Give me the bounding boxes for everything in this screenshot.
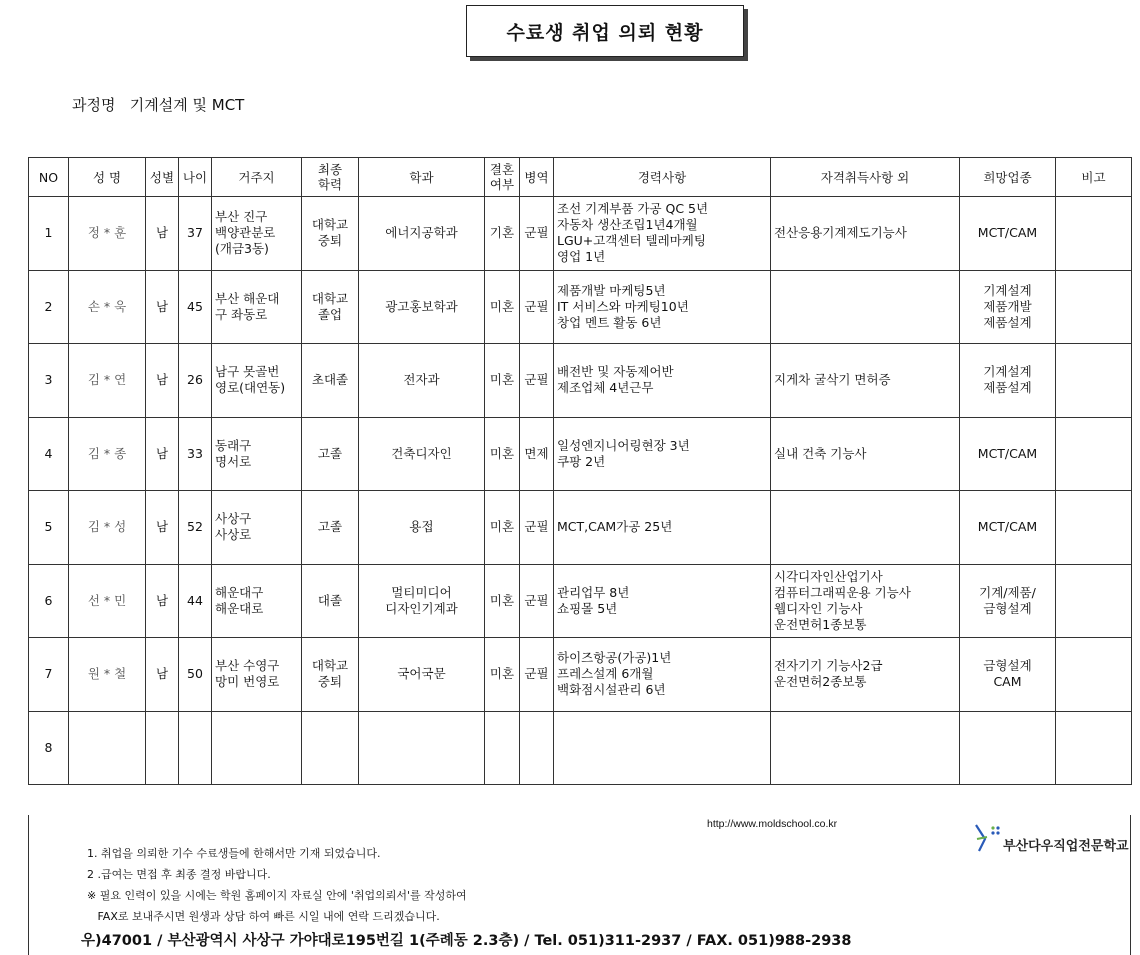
cell-desired: MCT/CAM: [960, 197, 1056, 271]
cell-major: 광고홍보학과: [359, 270, 485, 344]
header-education: 최종 학력: [302, 158, 359, 197]
header-major: 학과: [359, 158, 485, 197]
cell-career: 제품개발 마케팅5년 IT 서비스와 마케팅10년 창업 멘트 활동 6년: [554, 270, 771, 344]
table-row: [29, 491, 1132, 565]
website-url[interactable]: http://www.moldschool.co.kr: [707, 818, 838, 830]
cell-major: [359, 711, 485, 785]
cell-military: 군필: [520, 638, 554, 712]
cell-no: 3: [29, 344, 69, 418]
cell-gender: 남: [146, 491, 179, 565]
cell-name: 김 * 연: [69, 344, 146, 418]
cell-no: 1: [29, 197, 69, 271]
cell-no: 2: [29, 270, 69, 344]
cell-career: [554, 711, 771, 785]
cell-major: 건축디자인: [359, 417, 485, 491]
notes-list: [87, 843, 467, 927]
header-no: NO: [29, 158, 69, 197]
cell-address: 부산 진구 백양관분로 (개금3동): [212, 197, 302, 271]
header-military: 병역: [520, 158, 554, 197]
cell-career: 배전반 및 자동제어반 제조업체 4년근무: [554, 344, 771, 418]
cell-no: 5: [29, 491, 69, 565]
note-item: 2 .급여는 면접 후 최종 결정 바랍니다.: [87, 868, 271, 881]
cell-remarks: [1056, 711, 1132, 785]
cell-military: 군필: [520, 270, 554, 344]
cell-remarks: [1056, 270, 1132, 344]
cell-gender: 남: [146, 638, 179, 712]
cell-education: 고졸: [302, 491, 359, 565]
header-desired: 희망업종: [960, 158, 1056, 197]
cell-marital: 미혼: [485, 344, 520, 418]
cell-address: 부산 수영구 망미 번영로: [212, 638, 302, 712]
cell-desired: 금형설계 CAM: [960, 638, 1056, 712]
cell-name: 손 * 욱: [69, 270, 146, 344]
cell-major: 에너지공학과: [359, 197, 485, 271]
table-row: [29, 197, 1132, 271]
cell-desired: 기계설계 제품개발 제품설계: [960, 270, 1056, 344]
cell-certs: 지게차 굴삭기 면허증: [771, 344, 960, 418]
cell-no: 8: [29, 711, 69, 785]
cell-certs: [771, 491, 960, 565]
cell-major: 용접: [359, 491, 485, 565]
cell-gender: [146, 711, 179, 785]
cell-age: 52: [179, 491, 212, 565]
cell-gender: 남: [146, 344, 179, 418]
cell-certs: 실내 건축 기능사: [771, 417, 960, 491]
cell-career: 일성엔지니어링현장 3년 쿠팡 2년: [554, 417, 771, 491]
cell-certs: [771, 711, 960, 785]
cell-education: [302, 711, 359, 785]
cell-age: 26: [179, 344, 212, 418]
cell-gender: 남: [146, 270, 179, 344]
cell-desired: MCT/CAM: [960, 417, 1056, 491]
logo-icon: [973, 819, 1003, 855]
table-row: [29, 638, 1132, 712]
header-name: 성 명: [69, 158, 146, 197]
cell-marital: [485, 711, 520, 785]
note-item: ※ 필요 인력이 있을 시에는 학원 홈페이지 자료실 안에 '취업의뢰서'를 작성하여: [87, 889, 467, 902]
course-name: 과정명 기계설계 및 MCT: [72, 96, 245, 114]
cell-career: 조선 기계부품 가공 QC 5년 자동차 생산조립1년4개월 LGU+고객센터 텔레마케팅 영업 1년: [554, 197, 771, 271]
logo-text: 부산다우직업전문학교: [1003, 839, 1129, 854]
cell-certs: 전산응용기계제도기능사: [771, 197, 960, 271]
cell-name: 원 * 철: [69, 638, 146, 712]
cell-marital: 미혼: [485, 417, 520, 491]
cell-military: 군필: [520, 197, 554, 271]
cell-remarks: [1056, 564, 1132, 638]
cell-marital: 미혼: [485, 638, 520, 712]
cell-address: 부산 해운대 구 좌동로: [212, 270, 302, 344]
cell-name: 김 * 성: [69, 491, 146, 565]
cell-no: 7: [29, 638, 69, 712]
cell-marital: 미혼: [485, 270, 520, 344]
cell-military: 군필: [520, 564, 554, 638]
header-gender: 성별: [146, 158, 179, 197]
cell-military: 군필: [520, 344, 554, 418]
cell-career: MCT,CAM가공 25년: [554, 491, 771, 565]
cell-remarks: [1056, 344, 1132, 418]
cell-marital: 미혼: [485, 564, 520, 638]
contact-address: 우)47001 / 부산광역시 사상구 가야대로195번길 1(주례동 2.3층) / Tel. 051)311-2937 / FAX. 051)988-2938: [81, 933, 852, 949]
cell-desired: 기계설계 제품설계: [960, 344, 1056, 418]
cell-address: 남구 못골번 영로(대연동): [212, 344, 302, 418]
cell-major: 멀티미디어 디자인기계과: [359, 564, 485, 638]
cell-age: 45: [179, 270, 212, 344]
cell-name: 선 * 민: [69, 564, 146, 638]
table-row: [29, 564, 1132, 638]
cell-age: 37: [179, 197, 212, 271]
cell-gender: 남: [146, 417, 179, 491]
table-row: [29, 417, 1132, 491]
cell-remarks: [1056, 638, 1132, 712]
note-item: FAX로 보내주시면 원생과 상담 하여 빠른 시일 내에 연락 드리겠습니다.: [87, 910, 440, 923]
cell-address: 동래구 명서로: [212, 417, 302, 491]
school-logo: [973, 819, 1133, 859]
cell-education: 대학교 중퇴: [302, 638, 359, 712]
cell-gender: 남: [146, 564, 179, 638]
cell-age: 33: [179, 417, 212, 491]
cell-address: 해운대구 해운대로: [212, 564, 302, 638]
cell-career: 하이즈항공(가공)1년 프레스설계 6개월 백화점시설관리 6년: [554, 638, 771, 712]
graduate-table: [28, 157, 1132, 785]
cell-no: 4: [29, 417, 69, 491]
document-title: 수료생 취업 의뢰 현황: [466, 5, 744, 57]
header-address: 거주지: [212, 158, 302, 197]
cell-address: [212, 711, 302, 785]
cell-education: 고졸: [302, 417, 359, 491]
table-row: [29, 270, 1132, 344]
table-header-row: [29, 158, 1132, 197]
cell-desired: MCT/CAM: [960, 491, 1056, 565]
cell-major: 전자과: [359, 344, 485, 418]
cell-address: 사상구 사상로: [212, 491, 302, 565]
header-age: 나이: [179, 158, 212, 197]
cell-desired: 기계/제품/ 금형설계: [960, 564, 1056, 638]
cell-marital: 미혼: [485, 491, 520, 565]
note-item: 1. 취업을 의뢰한 기수 수료생들에 한해서만 기재 되었습니다.: [87, 847, 381, 860]
header-career: 경력사항: [554, 158, 771, 197]
cell-education: 대졸: [302, 564, 359, 638]
cell-education: 대학교 중퇴: [302, 197, 359, 271]
cell-education: 초대졸: [302, 344, 359, 418]
cell-gender: 남: [146, 197, 179, 271]
cell-desired: [960, 711, 1056, 785]
cell-age: 50: [179, 638, 212, 712]
cell-age: [179, 711, 212, 785]
header-certs: 자격취득사항 외: [771, 158, 960, 197]
cell-name: 김 * 종: [69, 417, 146, 491]
table-row: [29, 711, 1132, 785]
cell-name: [69, 711, 146, 785]
footer-section: [28, 815, 1131, 955]
cell-age: 44: [179, 564, 212, 638]
cell-name: 정 * 훈: [69, 197, 146, 271]
cell-education: 대학교 졸업: [302, 270, 359, 344]
cell-certs: 전자기기 기능사2급 운전면허2종보통: [771, 638, 960, 712]
cell-certs: 시각디자인산업기사 컴퓨터그래픽운용 기능사 웹디자인 기능사 운전면허1종보통: [771, 564, 960, 638]
cell-remarks: [1056, 417, 1132, 491]
cell-military: 면제: [520, 417, 554, 491]
cell-no: 6: [29, 564, 69, 638]
cell-remarks: [1056, 491, 1132, 565]
cell-military: [520, 711, 554, 785]
cell-remarks: [1056, 197, 1132, 271]
cell-military: 군필: [520, 491, 554, 565]
table-row: [29, 344, 1132, 418]
header-remarks: 비고: [1056, 158, 1132, 197]
cell-certs: [771, 270, 960, 344]
cell-marital: 기혼: [485, 197, 520, 271]
header-marital: 결혼 여부: [485, 158, 520, 197]
cell-career: 관리업무 8년 쇼핑몰 5년: [554, 564, 771, 638]
cell-major: 국어국문: [359, 638, 485, 712]
